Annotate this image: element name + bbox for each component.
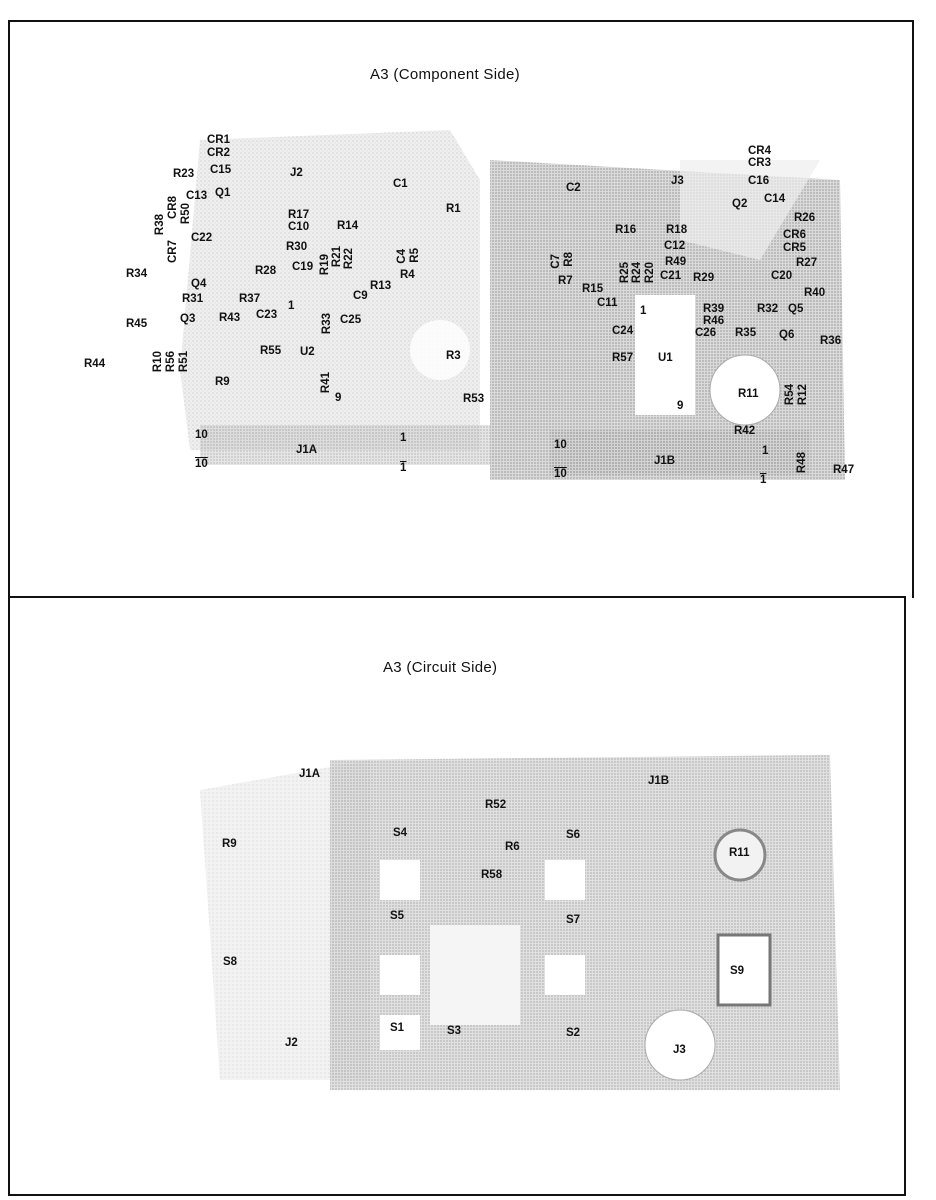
label-j2-bottom: J2 (285, 1037, 298, 1049)
label-r11: R11 (738, 388, 759, 400)
label-r16: R16 (615, 224, 637, 236)
label-q3: Q3 (180, 313, 196, 325)
label-r45: R45 (126, 318, 148, 330)
label-cr6: CR6 (783, 229, 807, 241)
label-c16: C16 (748, 175, 770, 187)
label-r24: R24 (631, 262, 643, 284)
label-r7: R7 (558, 275, 573, 287)
label-j2: J2 (290, 167, 303, 179)
label-j3-bottom: J3 (673, 1044, 686, 1056)
label-r47: R47 (833, 464, 855, 476)
label-c12: C12 (664, 240, 686, 252)
label-c13: C13 (186, 190, 208, 202)
label-r48: R48 (796, 452, 808, 474)
label-r52: R52 (485, 799, 507, 811)
label-u2-pin1: 1 (288, 300, 295, 312)
label-r30: R30 (286, 241, 308, 253)
label-s3: S3 (447, 1025, 462, 1037)
label-r27: R27 (796, 257, 818, 269)
label-c24: C24 (612, 325, 634, 337)
label-j1a-bottom: J1A (299, 768, 321, 780)
label-r53: R53 (463, 393, 485, 405)
label-r13: R13 (370, 280, 392, 292)
label-r36: R36 (820, 335, 842, 347)
label-s1: S1 (390, 1022, 405, 1034)
label-r11-bottom: R11 (729, 847, 750, 859)
circuit-side-board-image (140, 740, 850, 1100)
label-c11: C11 (597, 297, 618, 309)
label-s7: S7 (566, 914, 581, 926)
label-q6: Q6 (779, 329, 795, 341)
label-r28: R28 (255, 265, 277, 277)
label-r10: R10 (152, 351, 164, 373)
label-r58: R58 (481, 869, 503, 881)
label-c21: C21 (660, 270, 682, 282)
label-cr1: CR1 (207, 134, 231, 146)
label-c23: C23 (256, 309, 278, 321)
label-j1b-pin10-bar: 10 (554, 468, 567, 480)
circuit-side-title: A3 (Circuit Side) (383, 659, 498, 676)
label-r9-bottom: R9 (222, 838, 237, 850)
label-j1a: J1A (296, 444, 318, 456)
label-j1b-bottom: J1B (648, 775, 670, 787)
label-r56: R56 (165, 351, 177, 373)
label-r43: R43 (219, 312, 241, 324)
label-r6: R6 (505, 841, 520, 853)
label-r31: R31 (182, 293, 204, 305)
label-r21: R21 (331, 246, 343, 268)
label-r33: R33 (321, 313, 333, 335)
label-r1: R1 (446, 203, 461, 215)
label-r39: R39 (703, 303, 725, 315)
label-r42: R42 (734, 425, 756, 437)
label-r3: R3 (446, 350, 461, 362)
label-u2-pin9: 9 (335, 392, 342, 404)
label-r37: R37 (239, 293, 261, 305)
label-q1: Q1 (215, 187, 231, 199)
label-q2: Q2 (732, 198, 748, 210)
label-r29: R29 (693, 272, 715, 284)
label-r40: R40 (804, 287, 826, 299)
label-c9: C9 (353, 290, 368, 302)
label-r23: R23 (173, 168, 195, 180)
label-cr5: CR5 (783, 242, 807, 254)
label-cr8: CR8 (167, 196, 179, 220)
label-q5: Q5 (788, 303, 804, 315)
label-c10: C10 (288, 221, 310, 233)
label-u2: U2 (300, 346, 315, 358)
label-s2: S2 (566, 1027, 581, 1039)
label-cr4: CR4 (748, 145, 772, 157)
label-r17: R17 (288, 209, 310, 221)
label-u1-pin9: 9 (677, 400, 684, 412)
label-s9: S9 (730, 965, 745, 977)
label-r49: R49 (665, 256, 687, 268)
label-s8: S8 (223, 956, 238, 968)
label-r8: R8 (563, 252, 575, 267)
label-r4: R4 (400, 269, 415, 281)
label-j1b: J1B (654, 455, 676, 467)
label-r54: R54 (784, 384, 796, 406)
label-r32: R32 (757, 303, 779, 315)
label-c22: C22 (191, 232, 213, 244)
label-s4: S4 (393, 827, 408, 839)
label-r26: R26 (794, 212, 816, 224)
label-c25: C25 (340, 314, 362, 326)
label-s5: S5 (390, 910, 405, 922)
label-r44: R44 (84, 358, 106, 370)
label-u1-pin1: 1 (640, 305, 647, 317)
label-r18: R18 (666, 224, 688, 236)
label-j1b-pin10: 10 (554, 439, 567, 451)
label-q4: Q4 (191, 278, 207, 290)
label-r14: R14 (337, 220, 359, 232)
label-c14: C14 (764, 193, 786, 205)
label-j3: J3 (671, 175, 684, 187)
label-r41: R41 (320, 372, 332, 394)
label-j1a-pin1-bar: 1 (400, 462, 407, 474)
label-r55: R55 (260, 345, 282, 357)
label-cr3: CR3 (748, 157, 772, 169)
label-c20: C20 (771, 270, 793, 282)
component-side-title: A3 (Component Side) (370, 66, 520, 83)
label-u1: U1 (658, 352, 673, 364)
label-j1a-pin10-bar: 10 (195, 458, 208, 470)
label-r5: R5 (409, 248, 421, 263)
label-j1a-pin1: 1 (400, 432, 407, 444)
label-c4: C4 (396, 249, 408, 264)
label-c15: C15 (210, 164, 232, 176)
label-c1: C1 (393, 178, 408, 190)
label-s6: S6 (566, 829, 581, 841)
label-c2: C2 (566, 182, 581, 194)
label-r20: R20 (644, 262, 656, 284)
label-c7: C7 (550, 254, 562, 269)
label-r35: R35 (735, 327, 757, 339)
label-j1a-pin10: 10 (195, 429, 208, 441)
label-r46: R46 (703, 315, 725, 327)
label-r38: R38 (154, 214, 166, 236)
label-r12: R12 (797, 384, 809, 406)
label-r50: R50 (180, 203, 192, 225)
label-cr2: CR2 (207, 147, 231, 159)
label-c19: C19 (292, 261, 314, 273)
label-r25: R25 (619, 262, 631, 284)
label-r22: R22 (343, 248, 355, 270)
label-j1b-pin1: 1 (762, 445, 769, 457)
label-r34: R34 (126, 268, 148, 280)
label-r57: R57 (612, 352, 634, 364)
label-r15: R15 (582, 283, 604, 295)
label-cr7: CR7 (167, 240, 179, 264)
label-r9: R9 (215, 376, 230, 388)
label-c26: C26 (695, 327, 717, 339)
label-r51: R51 (178, 351, 190, 373)
label-r19: R19 (319, 254, 331, 276)
label-j1b-pin1-bar: 1 (760, 474, 767, 486)
